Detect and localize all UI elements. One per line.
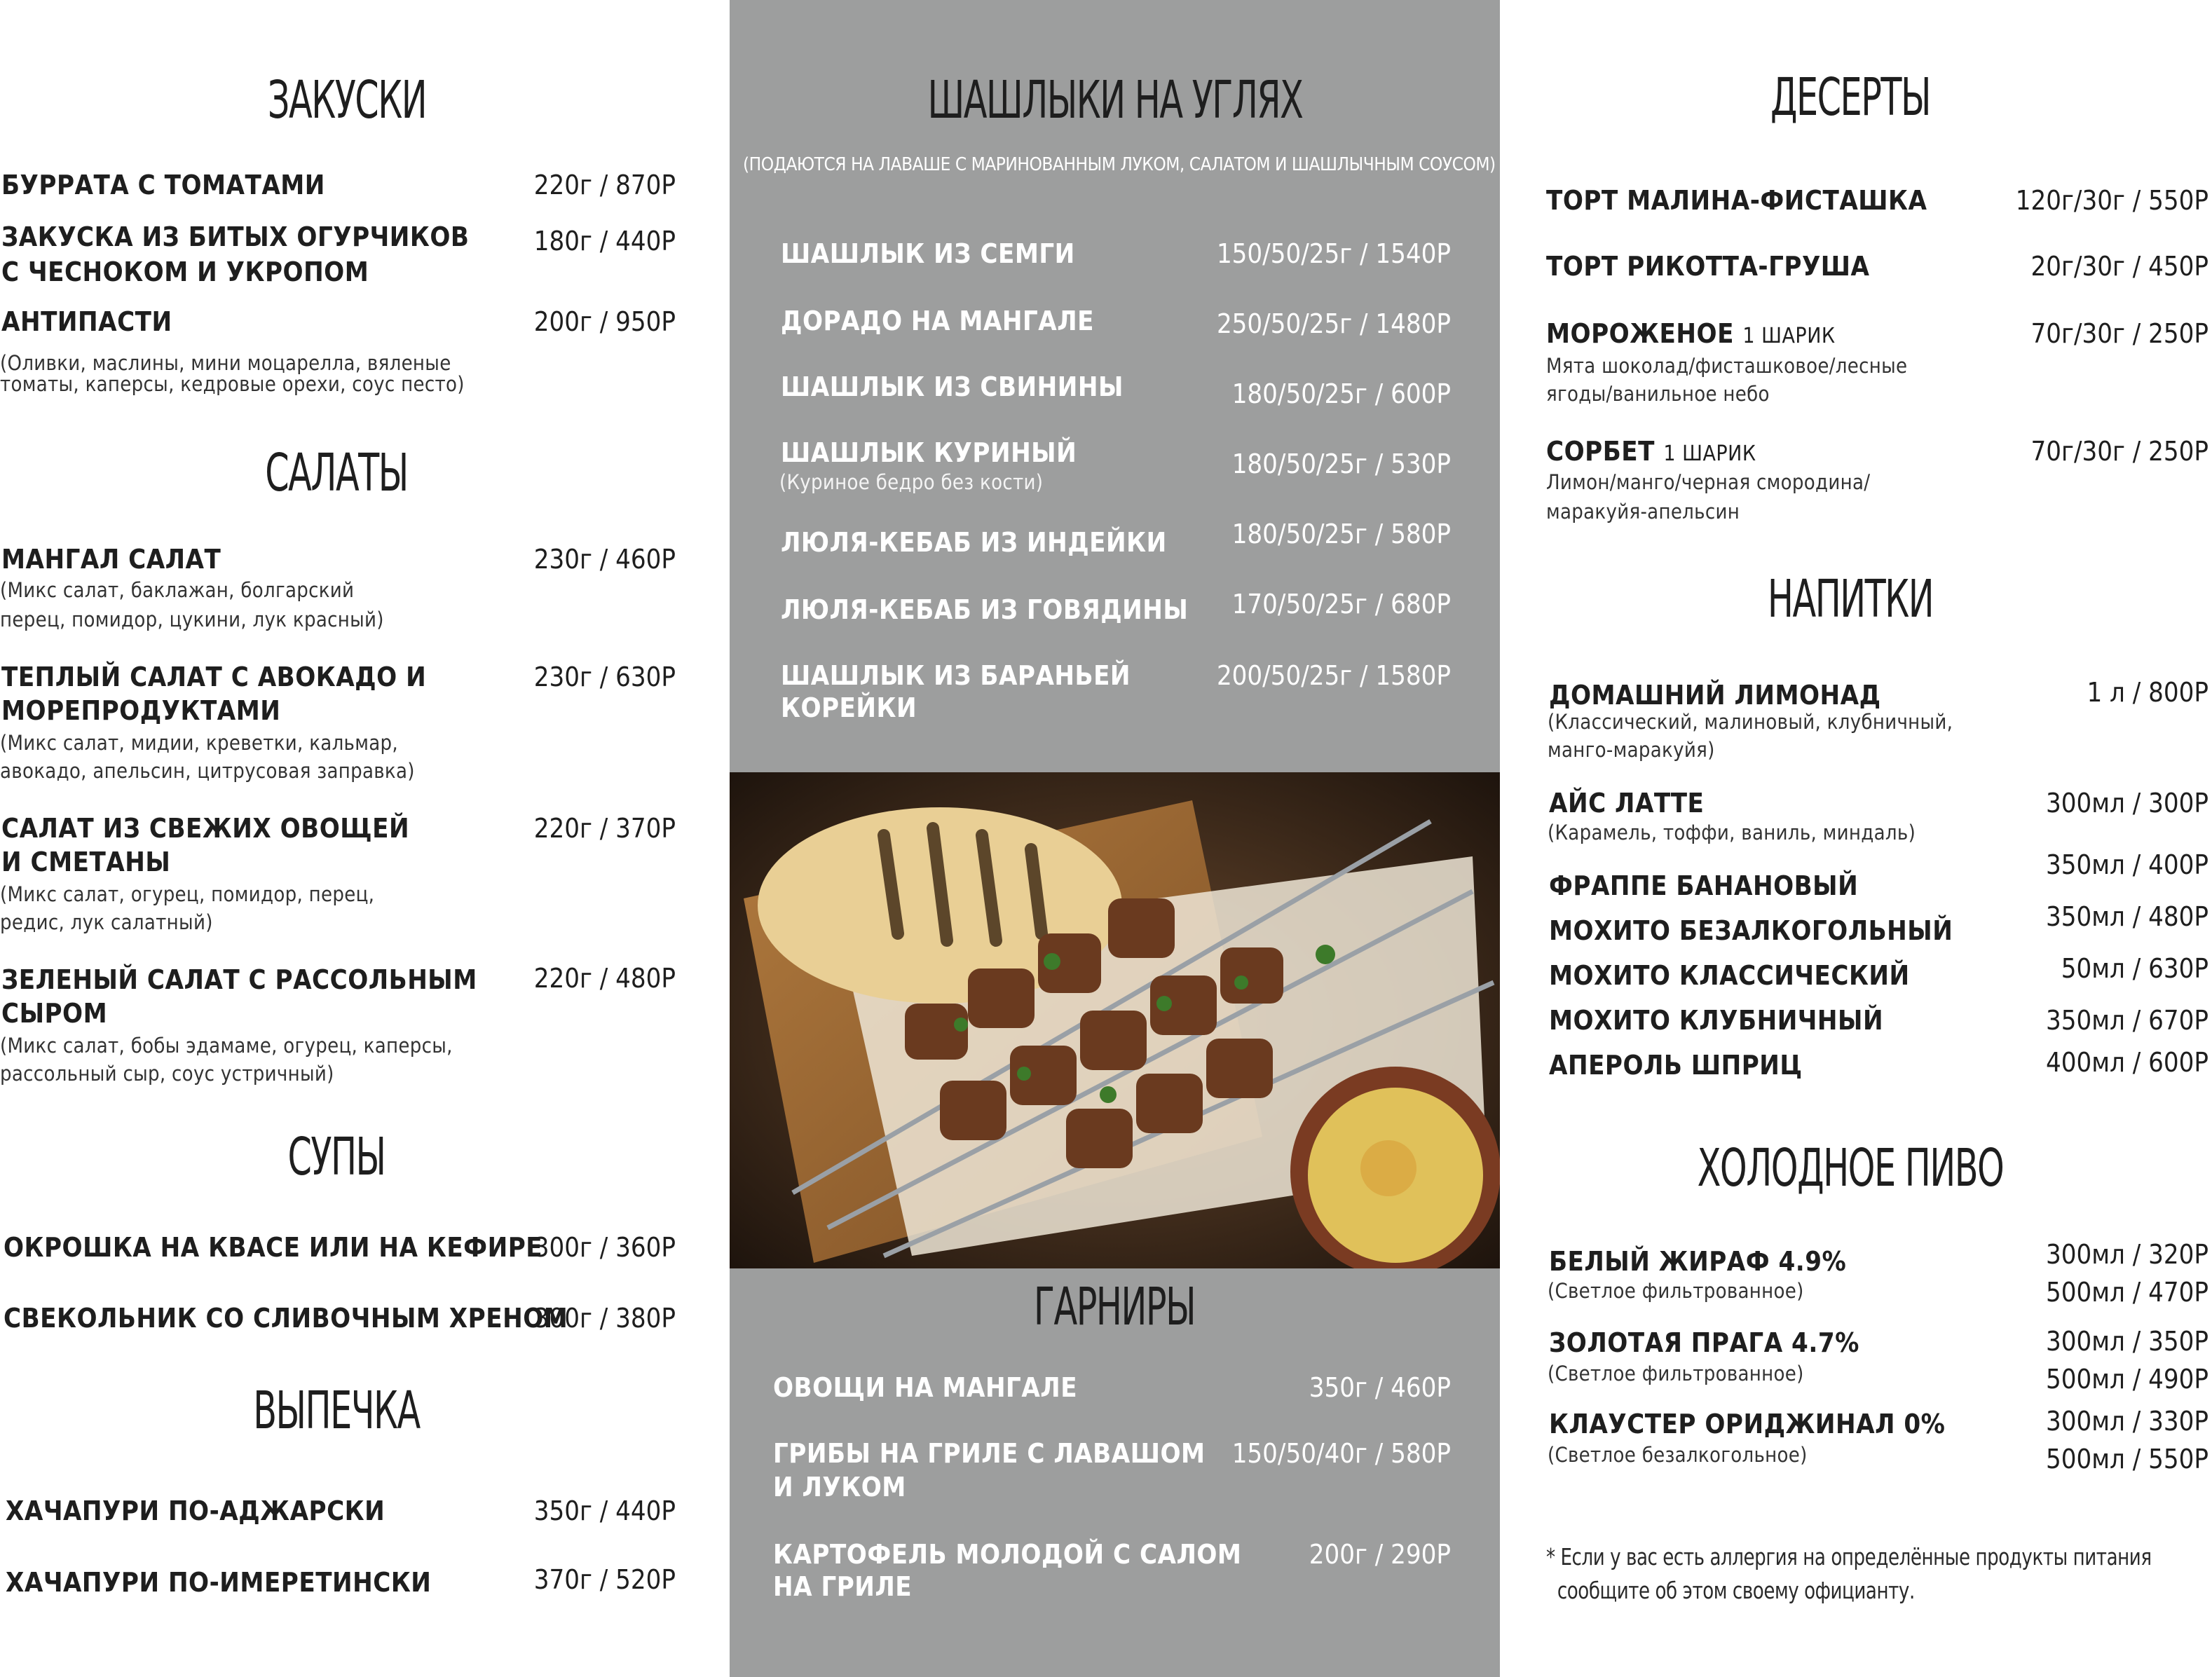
section-title-zakuski: ЗАКУСКИ — [267, 70, 427, 130]
menu-item-name: СЫРОМ — [1, 998, 108, 1029]
item-name-portion: 1 ШАРИК — [1663, 442, 1756, 466]
menu-item-description: Мята шоколад/фисташковое/лесные — [1546, 354, 1908, 378]
menu-item-name: БЕЛЫЙ ЖИРАФ 4.9% — [1549, 1246, 1847, 1277]
menu-item-price: 250/50/25г / 1480Р — [1216, 308, 1451, 339]
menu-item-price: 300мл / 320Р — [2046, 1239, 2208, 1270]
section-title-garniry: ГАРНИРЫ — [1033, 1277, 1196, 1337]
menu-item-price: 400мл / 600Р — [2046, 1047, 2208, 1078]
menu-item-name: ОВОЩИ НА МАНГАЛЕ — [773, 1372, 1078, 1403]
allergy-note — [1546, 1540, 2212, 1608]
menu-item-name: БУРРАТА С ТОМАТАМИ — [1, 170, 325, 200]
menu-item-name: МАНГАЛ САЛАТ — [1, 544, 221, 575]
menu-item-price: 350мл / 670Р — [2046, 1005, 2208, 1036]
menu-item-name — [1546, 434, 1756, 471]
section-title-salaty: САЛАТЫ — [265, 443, 408, 503]
item-name-portion: 1 ШАРИК — [1742, 324, 1836, 348]
menu-item-name: НА ГРИЛЕ — [773, 1571, 913, 1602]
menu-item-description: Лимон/манго/черная смородина/ — [1546, 470, 1871, 494]
section-subtitle: (ПОДАЮТСЯ НА ЛАВАШЕ С МАРИНОВАННЫМ ЛУКОМ, САЛАТОМ И ШАШЛЫЧНЫМ СОУСОМ) — [743, 154, 1496, 175]
menu-item-description: (Куриное бедро без кости) — [779, 470, 1044, 494]
menu-item-description: (Светлое безалкогольное) — [1548, 1443, 1808, 1467]
menu-item-name: ГРИБЫ НА ГРИЛЕ С ЛАВАШОМ — [773, 1438, 1206, 1469]
menu-item-description: (Классический, малиновый, клубничный, — [1548, 710, 1953, 734]
menu-item-price: 180/50/25г / 580Р — [1231, 519, 1451, 549]
menu-item-description: (Микс салат, мидии, креветки, кальмар, — [0, 731, 398, 755]
menu-item-name: ЗЕЛЕНЫЙ САЛАТ С РАССОЛЬНЫМ — [1, 964, 477, 995]
menu-item-name: И ЛУКОМ — [773, 1472, 906, 1503]
menu-item-name: ШАШЛЫК ИЗ БАРАНЬЕЙ — [781, 660, 1131, 691]
menu-item-name: ХАЧАПУРИ ПО-ИМЕРЕТИНСКИ — [6, 1567, 432, 1598]
menu-item-name: МОХИТО КЛАССИЧЕСКИЙ — [1549, 960, 1910, 991]
menu-item-description: (Оливки, маслины, мини моцарелла, вяленые — [0, 351, 451, 375]
menu-item-description: перец, помидор, цукини, лук красный) — [0, 608, 384, 631]
menu-item-name: С ЧЕСНОКОМ И УКРОПОМ — [1, 256, 369, 287]
section-title-supy: СУПЫ — [287, 1127, 385, 1187]
menu-item-description: (Микс салат, баклажан, болгарский — [0, 578, 355, 602]
menu-item-price: 370г / 520Р — [533, 1564, 676, 1595]
menu-item-name: ФРАППЕ БАНАНОВЫЙ — [1549, 870, 1859, 901]
menu-item-description: ягоды/ванильное небо — [1546, 382, 1770, 406]
menu-item-name: МОРЕПРОДУКТАМИ — [1, 695, 281, 726]
menu-item-price: 300мл / 350Р — [2046, 1326, 2208, 1357]
menu-item-price: 230г / 460Р — [533, 544, 676, 575]
menu-item-price: 230г / 630Р — [533, 662, 676, 692]
menu-item-price: 50мл / 630Р — [2061, 953, 2208, 984]
menu-item-name: ДОРАДО НА МАНГАЛЕ — [781, 306, 1094, 336]
menu-item-price: 300г / 380Р — [533, 1303, 676, 1334]
menu-item-price: 180г / 440Р — [533, 226, 676, 256]
menu-item-price: 200/50/25г / 1580Р — [1216, 660, 1451, 691]
menu-item-name: АЙС ЛАТТЕ — [1549, 788, 1705, 819]
menu-item-price: 180/50/25г / 530Р — [1231, 449, 1451, 479]
menu-item-price: 70г/30г / 250Р — [2030, 436, 2208, 467]
menu-item-name: ЛЮЛЯ-КЕБАБ ИЗ ГОВЯДИНЫ — [781, 594, 1189, 625]
kebab-illustration — [730, 772, 1500, 1268]
section-title-shashlyki: ШАШЛЫКИ НА УГЛЯХ — [927, 70, 1303, 130]
menu-item-price: 120г/30г / 550Р — [2015, 185, 2208, 216]
menu-item-price: 180/50/25г / 600Р — [1231, 378, 1451, 409]
menu-item-description: маракуйя-апельсин — [1546, 500, 1740, 523]
allergy-note-line1: * Если у вас есть аллергия на определённые продукты питания — [1546, 1543, 2152, 1570]
menu-item-price: 500мл / 490Р — [2046, 1364, 2208, 1395]
section-title-napitki: НАПИТКИ — [1767, 569, 1934, 629]
menu-item-price: 300г / 360Р — [533, 1232, 676, 1263]
menu-item-price: 220г / 480Р — [533, 963, 676, 994]
menu-item-price: 200г / 950Р — [533, 306, 676, 337]
menu-item-name: ШАШЛЫК КУРИНЫЙ — [781, 437, 1077, 468]
menu-item-price: 20г/30г / 450Р — [2030, 251, 2208, 282]
menu-item-description: томаты, каперсы, кедровые орехи, соус песто) — [0, 372, 465, 396]
menu-item-name: И СМЕТАНЫ — [1, 847, 171, 877]
menu-item-name: ОКРОШКА НА КВАСЕ ИЛИ НА КЕФИРЕ — [4, 1232, 543, 1263]
menu-item-name: АПЕРОЛЬ ШПРИЦ — [1549, 1050, 1803, 1081]
menu-item-name: ЛЮЛЯ-КЕБАБ ИЗ ИНДЕЙКИ — [781, 527, 1167, 558]
menu-item-name: ЗАКУСКА ИЗ БИТЫХ ОГУРЧИКОВ — [1, 221, 470, 252]
food-photo — [730, 772, 1500, 1268]
allergy-note-line2: сообщите об этом своему официанту. — [1557, 1577, 1915, 1604]
menu-item-price: 70г/30г / 250Р — [2030, 318, 2208, 349]
menu-item-price: 500мл / 550Р — [2046, 1444, 2208, 1474]
menu-item-name: КАРТОФЕЛЬ МОЛОДОЙ С САЛОМ — [773, 1539, 1242, 1570]
section-title-pivo: ХОЛОДНОЕ ПИВО — [1697, 1138, 2004, 1198]
menu-item-price: 150/50/40г / 580Р — [1231, 1438, 1451, 1469]
item-name-main: СОРБЕТ — [1546, 436, 1655, 467]
menu-item-description: авокадо, апельсин, цитрусовая заправка) — [0, 759, 415, 783]
menu-item-name: ТОРТ РИКОТТА-ГРУША — [1546, 251, 1870, 282]
menu-item-name: МОХИТО БЕЗАЛКОГОЛЬНЫЙ — [1549, 915, 1953, 946]
menu-item-price: 300мл / 330Р — [2046, 1406, 2208, 1437]
menu-item-name — [1546, 317, 1836, 353]
menu-item-price: 150/50/25г / 1540Р — [1216, 238, 1451, 269]
menu-item-name: ХАЧАПУРИ ПО-АДЖАРСКИ — [6, 1495, 385, 1526]
menu-item-price: 220г / 370Р — [533, 813, 676, 844]
menu-item-name: САЛАТ ИЗ СВЕЖИХ ОВОЩЕЙ — [1, 813, 410, 844]
menu-item-price: 350г / 440Р — [533, 1495, 676, 1526]
menu-item-price: 220г / 870Р — [533, 170, 676, 200]
menu-item-price: 200г / 290Р — [1309, 1539, 1451, 1570]
menu-item-name: ТОРТ МАЛИНА-ФИСТАШКА — [1546, 185, 1927, 216]
menu-item-description: (Светлое фильтрованное) — [1548, 1279, 1804, 1303]
section-title-deserty: ДЕСЕРТЫ — [1770, 67, 1931, 128]
menu-item-description: (Карамель, тоффи, ваниль, миндаль) — [1548, 821, 1916, 844]
menu-item-description: (Микс салат, огурец, помидор, перец, — [0, 882, 375, 906]
menu-item-name: ТЕПЛЫЙ САЛАТ С АВОКАДО И — [1, 662, 427, 692]
menu-item-description: редис, лук салатный) — [0, 910, 213, 934]
menu-item-name: ЗОЛОТАЯ ПРАГА 4.7% — [1549, 1327, 1859, 1358]
section-title-vypechka: ВЫПЕЧКА — [253, 1381, 420, 1441]
menu-item-name: МОХИТО КЛУБНИЧНЫЙ — [1549, 1005, 1884, 1036]
menu-item-name: ШАШЛЫК ИЗ СЕМГИ — [781, 238, 1075, 269]
menu-item-price: 300мл / 300Р — [2046, 788, 2208, 819]
menu-item-name: СВЕКОЛЬНИК СО СЛИВОЧНЫМ ХРЕНОМ — [4, 1303, 568, 1334]
menu-item-description: манго-маракуйя) — [1548, 738, 1715, 762]
menu-item-price: 170/50/25г / 680Р — [1231, 589, 1451, 620]
menu-item-description: (Микс салат, бобы эдамаме, огурец, каперсы, — [0, 1034, 453, 1057]
menu-item-price: 350г / 460Р — [1309, 1372, 1451, 1403]
menu-item-description: рассольный сыр, соус устричный) — [0, 1062, 334, 1086]
menu-item-price: 1 л / 800Р — [2087, 677, 2208, 708]
item-name-main: МОРОЖЕНОЕ — [1546, 318, 1734, 349]
menu-item-name: АНТИПАСТИ — [1, 306, 172, 337]
menu-item-name: КЛАУСТЕР ОРИДЖИНАЛ 0% — [1549, 1409, 1946, 1439]
menu-item-name: КОРЕЙКИ — [781, 692, 917, 723]
menu-item-name: ДОМАШНИЙ ЛИМОНАД — [1549, 680, 1881, 711]
menu-item-name: ШАШЛЫК ИЗ СВИНИНЫ — [781, 371, 1124, 402]
menu-item-price: 350мл / 400Р — [2046, 849, 2208, 880]
menu-item-price: 350мл / 480Р — [2046, 901, 2208, 932]
menu-item-description: (Светлое фильтрованное) — [1548, 1362, 1804, 1385]
menu-item-price: 500мл / 470Р — [2046, 1277, 2208, 1308]
